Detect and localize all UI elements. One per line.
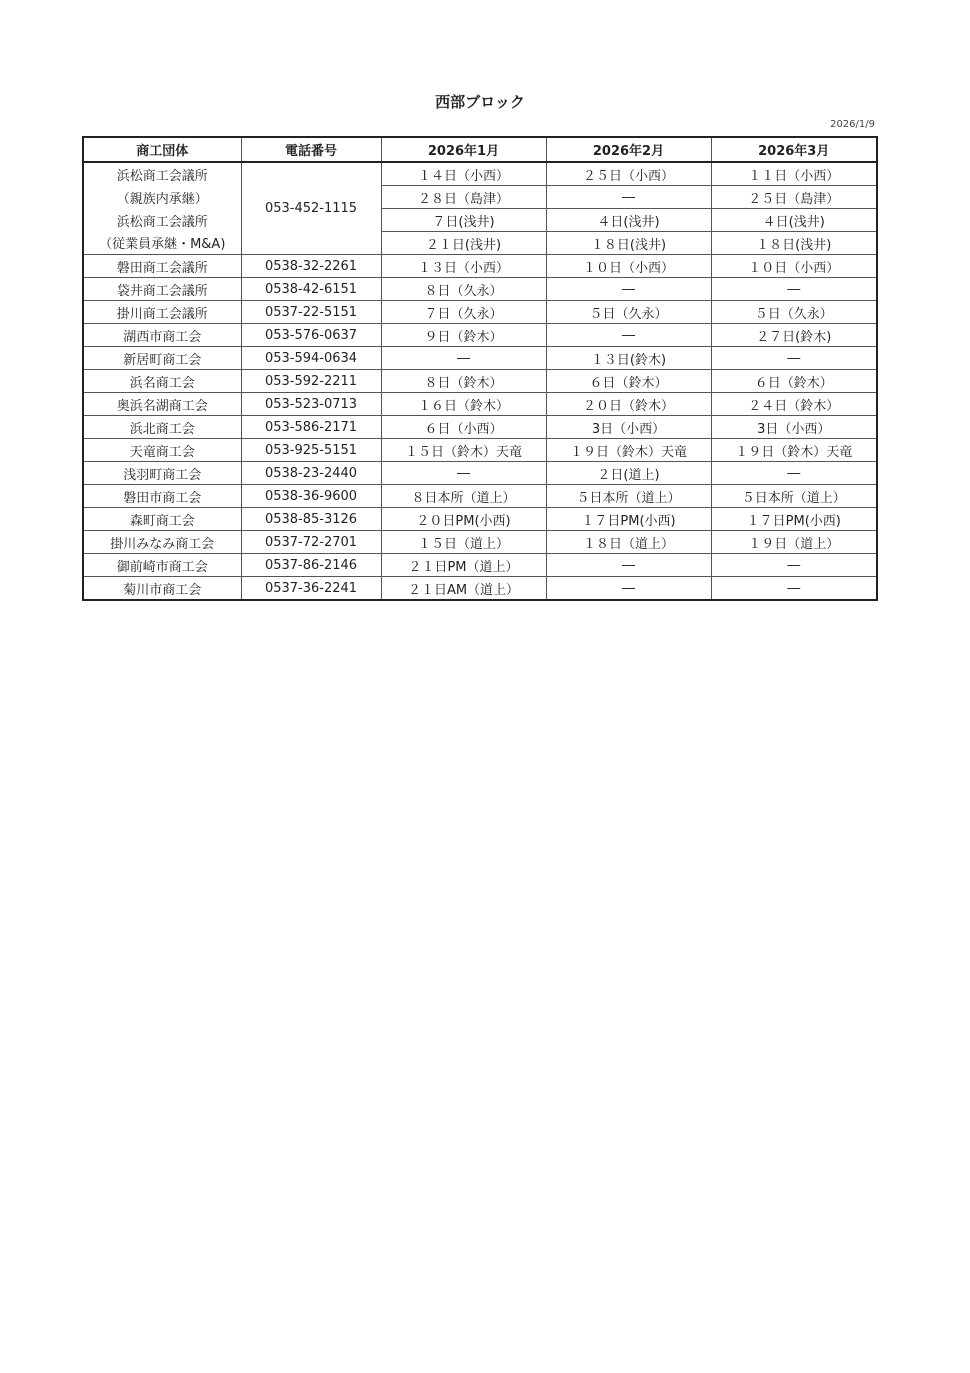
month-3-cell: 3日（小西） [711, 416, 877, 439]
month-3-cell: ５日本所（道上） [711, 485, 877, 508]
month-3-cell: ４日(浅井) [711, 209, 877, 232]
organization-cell: 浅羽町商工会 [83, 462, 241, 485]
table-row [83, 162, 877, 186]
phone-cell: 0538-85-3126 [241, 508, 381, 531]
table-row [83, 209, 877, 232]
month-3-cell: １９日（道上） [711, 531, 877, 554]
header-month-2: 2026年2月 [546, 137, 711, 162]
month-3-cell: １１日（小西） [711, 162, 877, 186]
phone-cell: 0537-86-2146 [241, 554, 381, 577]
month-3-cell: ２４日（鈴木） [711, 393, 877, 416]
month-2-cell: ６日（鈴木） [546, 370, 711, 393]
month-3-cell: ― [711, 554, 877, 577]
month-1-cell: １６日（鈴木） [381, 393, 546, 416]
organization-cell: 湖西市商工会 [83, 324, 241, 347]
organization-cell: 浜松商工会議所 [83, 209, 241, 232]
month-1-cell: ２８日（島津） [381, 186, 546, 209]
table-row [83, 370, 877, 393]
month-1-cell: ２０日PM(小西) [381, 508, 546, 531]
organization-cell: 菊川市商工会 [83, 577, 241, 601]
organization-cell: 天竜商工会 [83, 439, 241, 462]
organization-cell: 森町商工会 [83, 508, 241, 531]
table-row [83, 577, 877, 601]
month-1-cell: ２１日(浅井) [381, 232, 546, 255]
table-row [83, 232, 877, 255]
month-3-cell: ― [711, 577, 877, 601]
phone-cell: 0537-36-2241 [241, 577, 381, 601]
organization-cell: 磐田商工会議所 [83, 255, 241, 278]
month-3-cell: １９日（鈴木）天竜 [711, 439, 877, 462]
phone-cell: 0537-72-2701 [241, 531, 381, 554]
organization-cell: 掛川みなみ商工会 [83, 531, 241, 554]
table-body [83, 162, 877, 600]
month-3-cell: ２７日(鈴木) [711, 324, 877, 347]
month-1-cell: ９日（鈴木） [381, 324, 546, 347]
organization-cell: 磐田市商工会 [83, 485, 241, 508]
organization-cell: 奥浜名湖商工会 [83, 393, 241, 416]
phone-cell: 053-594-0634 [241, 347, 381, 370]
month-1-cell: ７日(浅井) [381, 209, 546, 232]
month-1-cell: ８日（久永） [381, 278, 546, 301]
month-3-cell: ２５日（島津） [711, 186, 877, 209]
month-2-cell: ２５日（小西） [546, 162, 711, 186]
header-organization: 商工団体 [83, 137, 241, 162]
month-2-cell: １８日（道上） [546, 531, 711, 554]
table-row [83, 462, 877, 485]
organization-cell: 浜名商工会 [83, 370, 241, 393]
month-1-cell: ６日（小西） [381, 416, 546, 439]
month-2-cell: １７日PM(小西) [546, 508, 711, 531]
month-2-cell: ― [546, 324, 711, 347]
header-row [83, 137, 877, 162]
month-3-cell: ― [711, 347, 877, 370]
month-1-cell: ２１日PM（道上） [381, 554, 546, 577]
month-3-cell: ― [711, 462, 877, 485]
month-2-cell: ５日（久永） [546, 301, 711, 324]
month-3-cell: ― [711, 278, 877, 301]
table-row [83, 347, 877, 370]
phone-cell: 053-576-0637 [241, 324, 381, 347]
month-2-cell: ５日本所（道上） [546, 485, 711, 508]
month-2-cell: １３日(鈴木) [546, 347, 711, 370]
page-title: 西部ブロック [435, 93, 525, 111]
month-3-cell: ５日（久永） [711, 301, 877, 324]
month-2-cell: ４日(浅井) [546, 209, 711, 232]
table-row [83, 393, 877, 416]
table-row [83, 416, 877, 439]
month-2-cell: ２日(道上) [546, 462, 711, 485]
phone-cell: 0538-36-9600 [241, 485, 381, 508]
month-1-cell: １５日（道上） [381, 531, 546, 554]
month-1-cell: １５日（鈴木）天竜 [381, 439, 546, 462]
month-2-cell: ― [546, 554, 711, 577]
phone-cell: 053-452-1115 [241, 162, 381, 255]
header-phone: 電話番号 [241, 137, 381, 162]
month-3-cell: ６日（鈴木） [711, 370, 877, 393]
organization-cell: （従業員承継・M&A) [83, 232, 241, 255]
table-row [83, 531, 877, 554]
header-month-1: 2026年1月 [381, 137, 546, 162]
month-1-cell: ８日（鈴木） [381, 370, 546, 393]
month-1-cell: ７日（久永） [381, 301, 546, 324]
phone-cell: 0538-23-2440 [241, 462, 381, 485]
phone-cell: 053-925-5151 [241, 439, 381, 462]
month-1-cell: ― [381, 347, 546, 370]
organization-cell: 浜松商工会議所 [83, 162, 241, 186]
month-1-cell: ― [381, 462, 546, 485]
table-row [83, 508, 877, 531]
phone-cell: 0537-22-5151 [241, 301, 381, 324]
month-2-cell: ― [546, 186, 711, 209]
table-row [83, 554, 877, 577]
month-2-cell: １９日（鈴木）天竜 [546, 439, 711, 462]
organization-cell: 袋井商工会議所 [83, 278, 241, 301]
month-1-cell: ２１日AM（道上） [381, 577, 546, 601]
month-1-cell: １３日（小西） [381, 255, 546, 278]
month-2-cell: ２０日（鈴木） [546, 393, 711, 416]
organization-cell: 新居町商工会 [83, 347, 241, 370]
phone-cell: 053-523-0713 [241, 393, 381, 416]
phone-cell: 053-592-2211 [241, 370, 381, 393]
organization-cell: 掛川商工会議所 [83, 301, 241, 324]
organization-cell: 浜北商工会 [83, 416, 241, 439]
table-row [83, 255, 877, 278]
document-date: 2026/1/9 [830, 119, 875, 130]
month-2-cell: ― [546, 278, 711, 301]
phone-cell: 053-586-2171 [241, 416, 381, 439]
month-1-cell: １４日（小西） [381, 162, 546, 186]
organization-cell: 御前崎市商工会 [83, 554, 241, 577]
organization-cell: （親族内承継） [83, 186, 241, 209]
table-row [83, 439, 877, 462]
month-1-cell: ８日本所（道上） [381, 485, 546, 508]
month-3-cell: １７日PM(小西) [711, 508, 877, 531]
table-row [83, 278, 877, 301]
table-row [83, 186, 877, 209]
phone-cell: 0538-42-6151 [241, 278, 381, 301]
month-2-cell: １０日（小西） [546, 255, 711, 278]
month-2-cell: 3日（小西） [546, 416, 711, 439]
table-row [83, 324, 877, 347]
header-month-3: 2026年3月 [711, 137, 877, 162]
table-row [83, 301, 877, 324]
table-row [83, 485, 877, 508]
phone-cell: 0538-32-2261 [241, 255, 381, 278]
month-2-cell: ― [546, 577, 711, 601]
month-3-cell: １０日（小西） [711, 255, 877, 278]
schedule-table [82, 136, 878, 601]
month-2-cell: １８日(浅井) [546, 232, 711, 255]
month-3-cell: １８日(浅井) [711, 232, 877, 255]
